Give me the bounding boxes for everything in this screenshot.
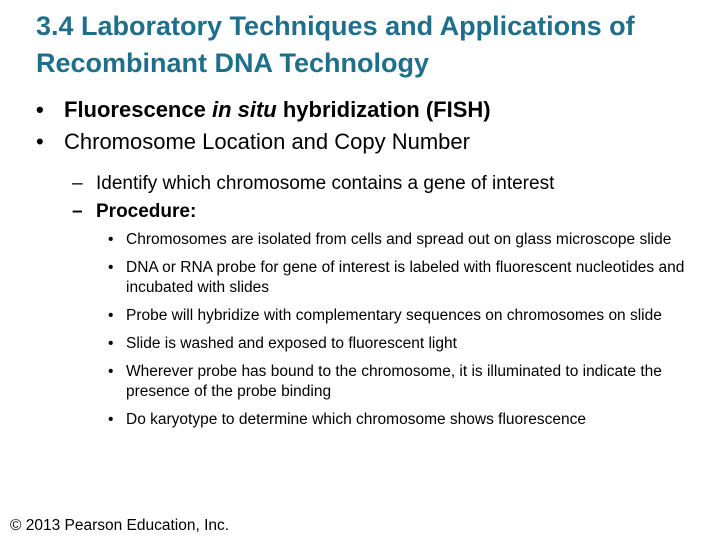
procedure-step: • Probe will hybridize with complementary sequences on chromosomes on slide xyxy=(108,306,708,326)
procedure-step-list xyxy=(108,230,708,438)
copyright-footer: © 2013 Pearson Education, Inc. xyxy=(10,517,230,534)
bullet-fish-text-1: Fluorescence xyxy=(64,97,212,122)
bullet-fish xyxy=(36,94,706,126)
bullet-chromosome-location: • Chromosome Location and Copy Number xyxy=(36,126,706,158)
main-bullet-list xyxy=(36,94,706,158)
sub-bullet-list xyxy=(72,170,712,226)
sub-bullet-procedure: – Procedure: xyxy=(72,198,712,226)
bullet-fish-italic: in situ xyxy=(211,97,277,122)
procedure-step: • Chromosomes are isolated from cells and spread out on glass microscope slide xyxy=(108,230,708,250)
sub-bullet-identify: – Identify which chromosome contains a gene of interest xyxy=(72,170,712,198)
bullet-fish-text-2: hybridization (FISH) xyxy=(276,97,491,122)
procedure-step: • Do karyotype to determine which chromosome shows fluorescence xyxy=(108,410,708,430)
slide-title: 3.4 Laboratory Techniques and Applications of Recombinant DNA Technology xyxy=(36,11,635,78)
procedure-step: • Wherever probe has bound to the chromosome, it is illuminated to indicate the presence of the probe binding xyxy=(108,362,708,402)
procedure-step: • Slide is washed and exposed to fluorescent light xyxy=(108,334,708,354)
procedure-step: • DNA or RNA probe for gene of interest is labeled with fluorescent nucleotides and incubated with slides xyxy=(108,258,708,298)
